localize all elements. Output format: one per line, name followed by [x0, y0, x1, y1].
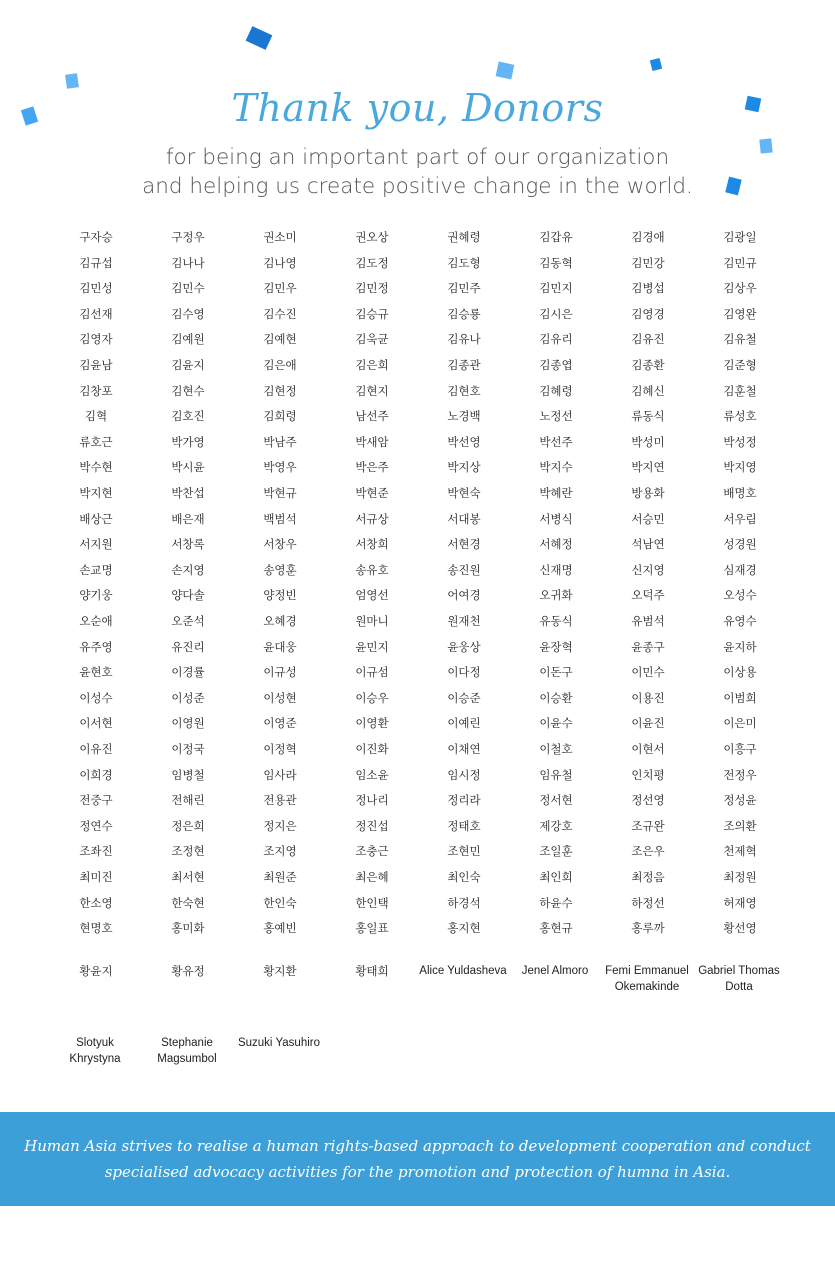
donor-name: 이용진	[631, 690, 665, 705]
donor-name: 이범희	[723, 690, 757, 705]
donor-name: 이윤수	[539, 716, 573, 731]
donor-name: 이규섬	[355, 665, 389, 680]
donor-name: 노정선	[539, 409, 573, 424]
donor-name: 김혜신	[631, 383, 665, 398]
donor-name: 권오상	[355, 230, 389, 244]
donor-name: 이규성	[263, 665, 297, 680]
donor-name: 김민수	[171, 281, 205, 296]
donor-name: 전해린	[171, 793, 205, 808]
donor-name: 김수진	[263, 306, 297, 321]
donor-name: 김영완	[723, 306, 757, 321]
subtitle-line-1: for being an important part of our organization	[165, 145, 670, 170]
donor-name: 조현민	[447, 844, 481, 859]
donor-name: 전정우	[723, 767, 757, 782]
donor-name: 박지수	[539, 460, 573, 475]
donor-name: 류동식	[631, 409, 665, 424]
donor-name: 성경원	[723, 537, 757, 552]
donor-name: 김준형	[723, 358, 757, 372]
donor-name: 김현지	[355, 383, 389, 398]
donor-name: 류호근	[79, 434, 113, 449]
donor-name: 임병철	[171, 767, 205, 782]
donor-name: 박새암	[355, 434, 389, 449]
donor-name: 최원준	[263, 870, 297, 884]
donor-name: 이정혁	[263, 742, 297, 756]
donor-name: Alice Yuldasheva	[419, 965, 507, 977]
donor-name: 이철호	[539, 742, 573, 756]
donor-name: 최인숙	[447, 870, 481, 884]
donor-name: 신지영	[631, 562, 665, 577]
donor-name: 김민우	[263, 281, 297, 296]
donor-name: 현명호	[79, 921, 113, 936]
donor-name: 김현정	[263, 383, 297, 398]
donor-name: Gabriel Thomas Dotta	[698, 965, 780, 993]
donor-name: 임유철	[539, 767, 573, 782]
donor-name: 유범석	[631, 614, 665, 628]
donor-name: 김현수	[171, 383, 205, 398]
donor-name: 하윤수	[539, 895, 573, 910]
donor-name: 서규상	[355, 511, 389, 526]
donor-name: 정연수	[79, 818, 113, 833]
donor-name: 김선재	[79, 306, 113, 321]
donor-name: 윤민지	[355, 639, 389, 654]
donor-name: 서창우	[263, 537, 297, 552]
donor-name: 원재천	[447, 614, 481, 628]
donor-name: 정은희	[171, 818, 205, 833]
donor-name: 홍예빈	[263, 921, 297, 936]
donor-name: 이영환	[355, 716, 389, 731]
donor-name: 하정선	[631, 895, 665, 910]
donor-name: 서혜정	[539, 537, 573, 552]
donor-name: 정선영	[631, 793, 665, 808]
donor-name: 이상용	[723, 665, 757, 680]
donor-name: 신재명	[539, 562, 573, 577]
donor-name: 김도정	[355, 255, 389, 270]
donor-name: 어여경	[447, 588, 481, 603]
donor-name: 이흥구	[723, 742, 757, 756]
donor-name: 김유진	[631, 332, 665, 347]
donor-name: 김유철	[723, 332, 757, 347]
donor-name: 조일훈	[539, 844, 573, 859]
donor-name: 이희경	[79, 767, 113, 782]
donor-name: 박남주	[263, 434, 297, 449]
donor-name: 오순애	[79, 614, 113, 628]
donor-name: 김수영	[171, 306, 205, 321]
donor-name: 김민성	[79, 281, 113, 296]
donor-name: 송진원	[447, 562, 481, 577]
donor-name: 서현경	[447, 537, 481, 552]
donor-name: 김유나	[447, 332, 481, 347]
donor-name: 김종관	[447, 358, 481, 372]
donor-name: 박지상	[447, 460, 481, 475]
donor-name: 김유리	[539, 332, 573, 347]
donor-name: 홍일표	[355, 921, 389, 936]
donor-name: 이유진	[79, 742, 113, 756]
donor-name: Suzuki Yasuhiro	[237, 1037, 321, 1049]
donor-name: 박현규	[263, 486, 297, 500]
donor-name: 황태희	[355, 964, 389, 978]
donor-name: 김도형	[447, 255, 481, 270]
donor-name: 박영우	[263, 460, 297, 475]
donor-name: 오준석	[171, 614, 205, 628]
donor-name: 임사라	[263, 767, 297, 782]
donor-name: 유동식	[539, 614, 573, 628]
donor-name: 양다솔	[171, 588, 205, 603]
donor-name: 최정원	[723, 870, 757, 884]
confetti-piece	[496, 62, 515, 80]
donor-name: 남선주	[355, 409, 389, 424]
donor-name: 정성윤	[723, 793, 757, 808]
donor-name: 조충근	[355, 844, 389, 859]
donor-name: 김민지	[539, 281, 573, 296]
donor-name: 박지영	[723, 460, 757, 475]
donor-name: 김종엽	[539, 358, 573, 372]
donor-name: 홍미화	[171, 921, 205, 936]
donor-name: 정지은	[263, 818, 297, 833]
donor-name: 정진섭	[355, 818, 389, 833]
donor-name: 박은주	[355, 460, 389, 475]
donor-name: 황윤지	[79, 964, 113, 978]
donor-name: 김종환	[631, 358, 665, 372]
donor-name: 홍지현	[447, 921, 481, 936]
donor-name: 오성수	[723, 588, 757, 603]
donor-name: 홍현규	[539, 921, 573, 936]
donor-name: 황유정	[171, 964, 205, 978]
donor-name: 전용관	[263, 793, 297, 808]
donor-name: 손교명	[79, 562, 113, 577]
donor-name: 손지영	[171, 562, 205, 577]
donor-name: 권혜령	[447, 230, 481, 244]
confetti-piece	[650, 58, 662, 71]
confetti-piece	[246, 26, 273, 50]
donor-name: 김광일	[723, 230, 757, 244]
donor-name: 김상우	[723, 281, 757, 296]
donor-name: 김호진	[171, 409, 205, 424]
donor-name: 이성준	[171, 690, 205, 705]
donor-name: 윤대웅	[263, 639, 297, 654]
donor-name: 김갑유	[539, 230, 573, 244]
donor-name: 윤웅상	[447, 639, 481, 654]
donor-name: 배명호	[723, 486, 757, 500]
donor-name: 인치평	[631, 767, 665, 782]
footer-banner	[0, 1112, 835, 1206]
donor-name: 김욱균	[355, 332, 389, 347]
donor-name: 박혜란	[539, 486, 573, 500]
donor-name: 김나나	[171, 255, 205, 270]
donor-name: 서우림	[723, 511, 757, 526]
donor-name: Stephanie Magsumbol	[157, 1037, 217, 1065]
donor-name: 서승민	[631, 511, 665, 526]
donor-name: 이성현	[263, 690, 297, 705]
donor-name: 방용화	[631, 486, 665, 500]
donor-name: 박성정	[723, 434, 757, 449]
donor-name: 천제혁	[723, 844, 757, 859]
donor-name: 박현숙	[447, 486, 481, 500]
donor-name: 한소영	[79, 895, 113, 910]
donor-name: 조은우	[631, 844, 665, 859]
donor-name: 제강호	[539, 818, 573, 833]
donor-name: 김현호	[447, 383, 481, 398]
donor-name: 박가영	[171, 434, 205, 449]
donor-name: 유진리	[171, 639, 205, 654]
donor-name: 홍루까	[631, 921, 665, 936]
donor-name: 김훈철	[723, 383, 757, 398]
donor-name: 이민수	[631, 665, 665, 680]
donor-name: 박수현	[79, 460, 113, 475]
donor-name: 엄영선	[355, 588, 389, 603]
donor-name: 김경애	[631, 230, 665, 244]
donor-name: 김윤남	[79, 358, 113, 372]
donor-name: 박선영	[447, 434, 481, 449]
donor-name: 최인희	[539, 870, 573, 884]
donor-name: 구자승	[79, 230, 113, 244]
donor-name: 박현준	[355, 486, 389, 500]
donor-name: 조좌진	[79, 844, 113, 859]
donor-name: 김승룡	[447, 306, 481, 321]
donor-name: 조지영	[263, 844, 297, 859]
donor-name: 한인숙	[263, 895, 297, 910]
donor-name: 황선영	[723, 921, 757, 936]
donor-name: 김민강	[631, 255, 665, 270]
donor-name: 김영경	[631, 306, 665, 321]
donor-name: Slotyuk Khrystyna	[69, 1037, 121, 1065]
donor-name: 이채연	[447, 742, 481, 756]
donor-name: 조정현	[171, 844, 205, 859]
donor-name: 황지환	[263, 964, 297, 978]
donor-name: 서병식	[539, 511, 573, 526]
donor-name: 이승우	[355, 690, 389, 705]
donor-name: 윤종구	[631, 639, 665, 654]
donor-name: 김승규	[355, 306, 389, 321]
donor-name: 임시정	[447, 767, 481, 782]
donor-name: 송영훈	[263, 562, 297, 577]
donor-name: 양정빈	[263, 588, 297, 603]
donor-name: 백범석	[263, 511, 297, 526]
donor-name: 오혜경	[263, 614, 297, 628]
donor-name: 한인택	[355, 895, 389, 910]
donor-name: 김은애	[263, 358, 297, 372]
donor-name: 김창포	[79, 383, 113, 398]
donor-name: 임소윤	[355, 767, 389, 782]
donor-name: 권소미	[263, 230, 297, 244]
donor-name: 정리라	[447, 793, 481, 808]
donor-name: 박지현	[79, 486, 113, 500]
donor-name: 이은미	[723, 716, 757, 731]
donor-name: 이승환	[539, 690, 573, 705]
donor-name: 이서현	[79, 716, 113, 731]
donor-name: 석남연	[631, 537, 665, 552]
donor-name: 이승준	[447, 690, 481, 705]
footer-text: Human Asia strives to realise a human rights-based approach to development cooperation and conduct specialised advocacy activities for the promotion and protection of humna in Asia.	[24, 1137, 811, 1181]
donor-name: 서창록	[171, 537, 205, 552]
donor-name: 박찬섭	[171, 486, 205, 500]
donor-name: 정서현	[539, 793, 573, 808]
donor-name: Jenel Almoro	[521, 965, 589, 977]
donor-name: 김은희	[355, 358, 389, 372]
donor-name: 이다정	[447, 665, 481, 680]
donor-name: 김희령	[263, 409, 297, 424]
donor-name: 조의환	[723, 818, 757, 833]
donor-name: 윤현호	[79, 665, 113, 680]
donor-name: 한숙현	[171, 895, 205, 910]
donor-name: 박선주	[539, 434, 573, 449]
donor-name: 서창희	[355, 537, 389, 552]
donor-name: 최은혜	[355, 870, 389, 884]
donor-name: 이진화	[355, 742, 389, 756]
donor-name: 김민정	[355, 281, 389, 296]
donor-name: 김영자	[79, 332, 113, 347]
page-title: Thank you, Donors	[231, 86, 604, 130]
donor-name: 최서현	[171, 870, 205, 884]
page-subtitle	[0, 143, 835, 201]
donor-name: 오덕주	[631, 588, 665, 603]
donor-name: 정태호	[447, 818, 481, 833]
donor-name: 정나리	[355, 793, 389, 808]
subtitle-line-2: and helping us create positive change in the world.	[142, 174, 693, 199]
donor-name: 유영수	[723, 614, 757, 628]
donor-name: 김혁	[84, 409, 108, 424]
donor-name: 이경률	[171, 665, 205, 680]
donor-name: 김동혁	[539, 255, 573, 270]
donor-name: 김윤지	[171, 358, 205, 372]
donor-name: 박지연	[631, 460, 665, 475]
donor-name: 조규완	[631, 818, 665, 833]
donor-name: 이윤진	[631, 716, 665, 731]
donor-name: 이돈구	[539, 665, 573, 680]
donor-name: 이현서	[631, 742, 665, 756]
donor-name: 김예원	[171, 332, 205, 347]
donor-name: 김민규	[723, 255, 757, 270]
donor-name: 최정음	[631, 870, 665, 884]
donor-name: 김규섭	[79, 255, 113, 270]
donor-name: 김병섭	[631, 281, 665, 296]
donor-name: 김민주	[447, 281, 481, 296]
donor-name: 송유호	[355, 562, 389, 577]
donor-name: Femi Emmanuel Okemakinde	[605, 965, 689, 993]
donor-name: 배은재	[171, 511, 205, 526]
donor-name: 윤지하	[723, 639, 757, 654]
donor-name: 이예린	[447, 716, 481, 731]
donor-name: 김혜령	[539, 383, 573, 398]
donor-name: 구정우	[171, 230, 205, 244]
donor-name: 배상근	[79, 511, 113, 526]
donor-name: 양기웅	[79, 588, 113, 603]
donor-name: 김나영	[263, 255, 297, 270]
donor-name: 오귀화	[539, 588, 573, 603]
donor-name: 김예현	[263, 332, 297, 347]
donor-name: 김시은	[539, 306, 573, 321]
donor-name: 서지원	[79, 537, 113, 552]
donor-name: 유주영	[79, 639, 113, 654]
donor-name: 노경백	[447, 409, 481, 424]
donor-name: 하경석	[447, 895, 481, 910]
donor-name: 원마니	[355, 614, 389, 628]
donor-name: 이영원	[171, 716, 205, 731]
donor-name: 전중구	[79, 793, 113, 808]
donor-name: 박시윤	[171, 460, 205, 475]
donor-name: 이영준	[263, 716, 297, 731]
donor-name: 류성호	[723, 409, 757, 424]
donor-name: 최미진	[79, 870, 113, 884]
donor-name: 박성미	[631, 434, 665, 449]
donor-name: 이정국	[171, 742, 205, 756]
donor-name: 심재경	[723, 562, 757, 577]
donor-name: 허재영	[723, 895, 757, 910]
donor-name: 이성수	[79, 690, 113, 705]
donor-name: 서대봉	[447, 511, 481, 526]
donor-name: 윤장혁	[539, 639, 573, 654]
